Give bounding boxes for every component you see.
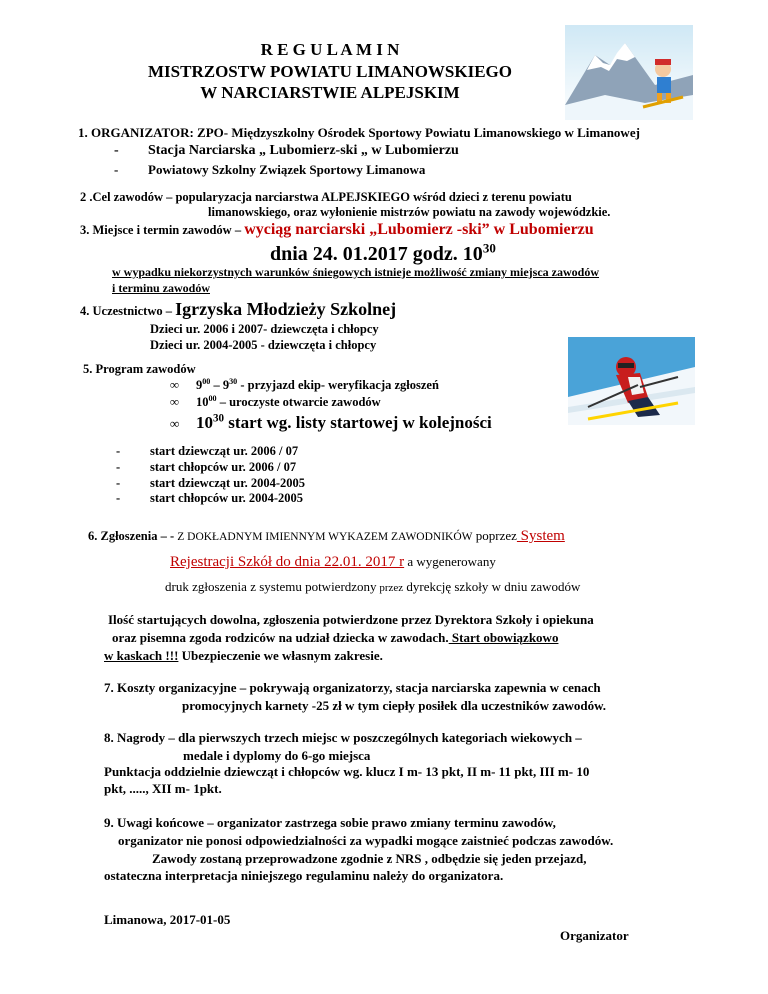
registration-text2: poprzez <box>472 528 517 543</box>
registration-text1: Z DOKŁADNYM IMIENNYM WYKAZEM ZAWODNIKÓW <box>177 531 473 543</box>
organizer-item-1-text: Stacja Narciarska „ Lubomierz-ski „ w Lubomierzu <box>148 143 459 158</box>
registration-text5: przez <box>376 582 404 594</box>
program-item-1-b-sup: 30 <box>229 376 238 386</box>
participants-line <box>80 299 396 320</box>
registration-para2b: Start obowiązkowo <box>448 630 559 645</box>
title-line3: W NARCIARSTWIE ALPEJSKIM <box>200 83 460 102</box>
registration-label: 6. Zgłoszenia – - <box>88 529 178 543</box>
goal-line2: limanowskiego, oraz wyłonienie mistrzów powiatu na zawody wojewódzkie. <box>208 205 611 219</box>
program-item-1-a: 9 <box>196 378 203 392</box>
title-line2: MISTRZOSTW POWIATU LIMANOWSKIEGO <box>148 62 512 81</box>
registration-text6: dyrekcję szkoły w dniu zawodów <box>403 579 581 594</box>
goal-line1: 2 .Cel zawodów – popularyzacja narciarstwa ALPEJSKIEGO wśród dzieci z terenu powiatu <box>80 190 572 204</box>
remarks-line1: 9. Uwagi końcowe – organizator zastrzega sobie prawo zmiany terminu zawodów, <box>104 815 556 830</box>
remarks-line4: ostateczna interpretacja niniejszego regulaminu należy do organizatora. <box>104 868 504 883</box>
place-line <box>80 221 594 239</box>
start-item-2-text: start chłopców ur. 2006 / 07 <box>150 460 297 474</box>
program-item-1-b: – 9 <box>210 378 230 392</box>
registration-deadline-link[interactable]: Rejestracji Szkół do dnia 22.01. 2017 r <box>170 554 405 570</box>
organizer-item-2-text: Powiatowy Szkolny Związek Sportowy Limanowa <box>148 162 426 177</box>
prizes-line1: 8. Nagrody – dla pierwszych trzech miejsc w poszczególnych kategoriach wiekowych – <box>104 730 582 745</box>
bullet-icon: ∞ <box>170 395 179 409</box>
remarks-line2: organizator nie ponosi odpowiedzialności za wypadki mogące zaistnieć podczas zawodów. <box>118 833 614 848</box>
start-item-4-text: start chłopców ur. 2004-2005 <box>150 491 304 505</box>
registration-para3 <box>104 648 383 664</box>
registration-line2 <box>170 553 496 571</box>
program-item-2-b: – uroczyste otwarcie zawodów <box>216 395 381 409</box>
footer-place-date: Limanowa, 2017-01-05 <box>104 912 231 927</box>
start-item-3-text: start dziewcząt ur. 2004-2005 <box>150 476 306 490</box>
registration-system-link[interactable]: System <box>516 528 565 544</box>
participants-line1: Dzieci ur. 2006 i 2007- dziewczęta i chłopcy <box>150 322 379 336</box>
remarks-line3: Zawody zostaną przeprowadzone zgodnie z NRS , odbędzie się jeden przejazd, <box>152 851 587 866</box>
program-heading: 5. Program zawodów <box>83 362 196 376</box>
registration-para3b: Ubezpieczenie we własnym zakresie. <box>178 648 383 663</box>
participants-line2: Dzieci ur. 2004-2005 - dziewczęta i chłopcy <box>150 338 377 352</box>
registration-text4: druk zgłoszenia z systemu potwierdzony <box>165 579 377 594</box>
prizes-line2: medale i dyplomy do 6-go miejsca <box>183 748 371 763</box>
prizes-line4: pkt, ....., XII m- 1pkt. <box>104 781 222 796</box>
registration-para2 <box>112 630 558 646</box>
registration-para3a: w kaskach !!! <box>104 648 179 663</box>
program-item-2-a-sup: 00 <box>208 393 217 403</box>
place-date-sup: 30 <box>482 240 496 256</box>
skier-illustration <box>565 25 693 120</box>
program-item-2-a: 10 <box>196 395 209 409</box>
program-item-3-a-sup: 30 <box>213 412 225 425</box>
place-note1: w wypadku niekorzystnych warunków śniegowych istnieje możliwość zmiany miejsca zawodów <box>112 265 599 279</box>
bullet-icon: ∞ <box>170 378 179 392</box>
start-item-3: - start dziewcząt ur. 2004-2005 <box>116 476 306 490</box>
registration-para1: Ilość startujących dowolna, zgłoszenia potwierdzone przez Dyrektora Szkoły i opiekuna <box>108 612 594 627</box>
organizer-item-2: - Powiatowy Szkolny Związek Sportowy Limanowa <box>114 162 426 177</box>
program-item-2 <box>170 395 381 410</box>
place-date <box>270 240 496 266</box>
registration-line3 <box>165 578 580 596</box>
start-item-4: - start chłopców ur. 2004-2005 <box>116 491 304 505</box>
program-item-1 <box>170 378 439 393</box>
start-item-1: - start dziewcząt ur. 2006 / 07 <box>116 444 299 458</box>
registration-line1 <box>88 527 565 545</box>
registration-para2a: oraz pisemna zgoda rodziców na udział dziecka w zawodach. <box>112 630 449 645</box>
program-item-3 <box>170 413 492 433</box>
registration-text3: a wygenerowany <box>404 554 496 569</box>
place-date-text: dnia 24. 01.2017 godz. 10 <box>270 243 483 265</box>
start-item-1-text: start dziewcząt ur. 2006 / 07 <box>150 444 299 458</box>
organizer-item-1: - Stacja Narciarska „ Lubomierz-ski „ w Lubomierzu <box>114 143 459 158</box>
bullet-icon: ∞ <box>170 416 180 431</box>
organizer-heading: 1. ORGANIZATOR: ZPO- Międzyszkolny Ośrodek Sportowy Powiatu Limanowskiego w Limanowej <box>78 125 640 140</box>
place-label: 3. Miejsce i termin zawodów – <box>80 223 245 237</box>
skier-photo <box>568 337 695 425</box>
place-note2: i terminu zawodów <box>112 281 210 295</box>
costs-line1: 7. Koszty organizacyjne – pokrywają organizatorzy, stacja narciarska zapewnia w cenach <box>104 680 601 695</box>
program-item-1-a-sup: 00 <box>202 376 211 386</box>
start-item-2: - start chłopców ur. 2006 / 07 <box>116 460 297 474</box>
place-value: wyciąg narciarski „Lubomierz -ski” w Lubomierzu <box>244 221 594 238</box>
participants-value: Igrzyska Młodzieży Szkolnej <box>175 299 397 319</box>
participants-label: 4. Uczestnictwo – <box>80 304 176 318</box>
costs-line2: promocyjnych karnety -25 zł w tym ciepły posiłek dla uczestników zawodów. <box>182 698 607 713</box>
prizes-line3: Punktacja oddzielnie dziewcząt i chłopców wg. klucz I m- 13 pkt, II m- 11 pkt, III m- 10 <box>104 764 590 779</box>
title-line1: R E G U L A M I N <box>260 40 400 59</box>
program-item-3-a: 10 <box>196 413 213 432</box>
footer-signature: Organizator <box>560 928 629 943</box>
program-item-1-c: - przyjazd ekip- weryfikacja zgłoszeń <box>237 378 439 392</box>
program-item-3-b: start wg. listy startowej w kolejności <box>224 413 492 432</box>
